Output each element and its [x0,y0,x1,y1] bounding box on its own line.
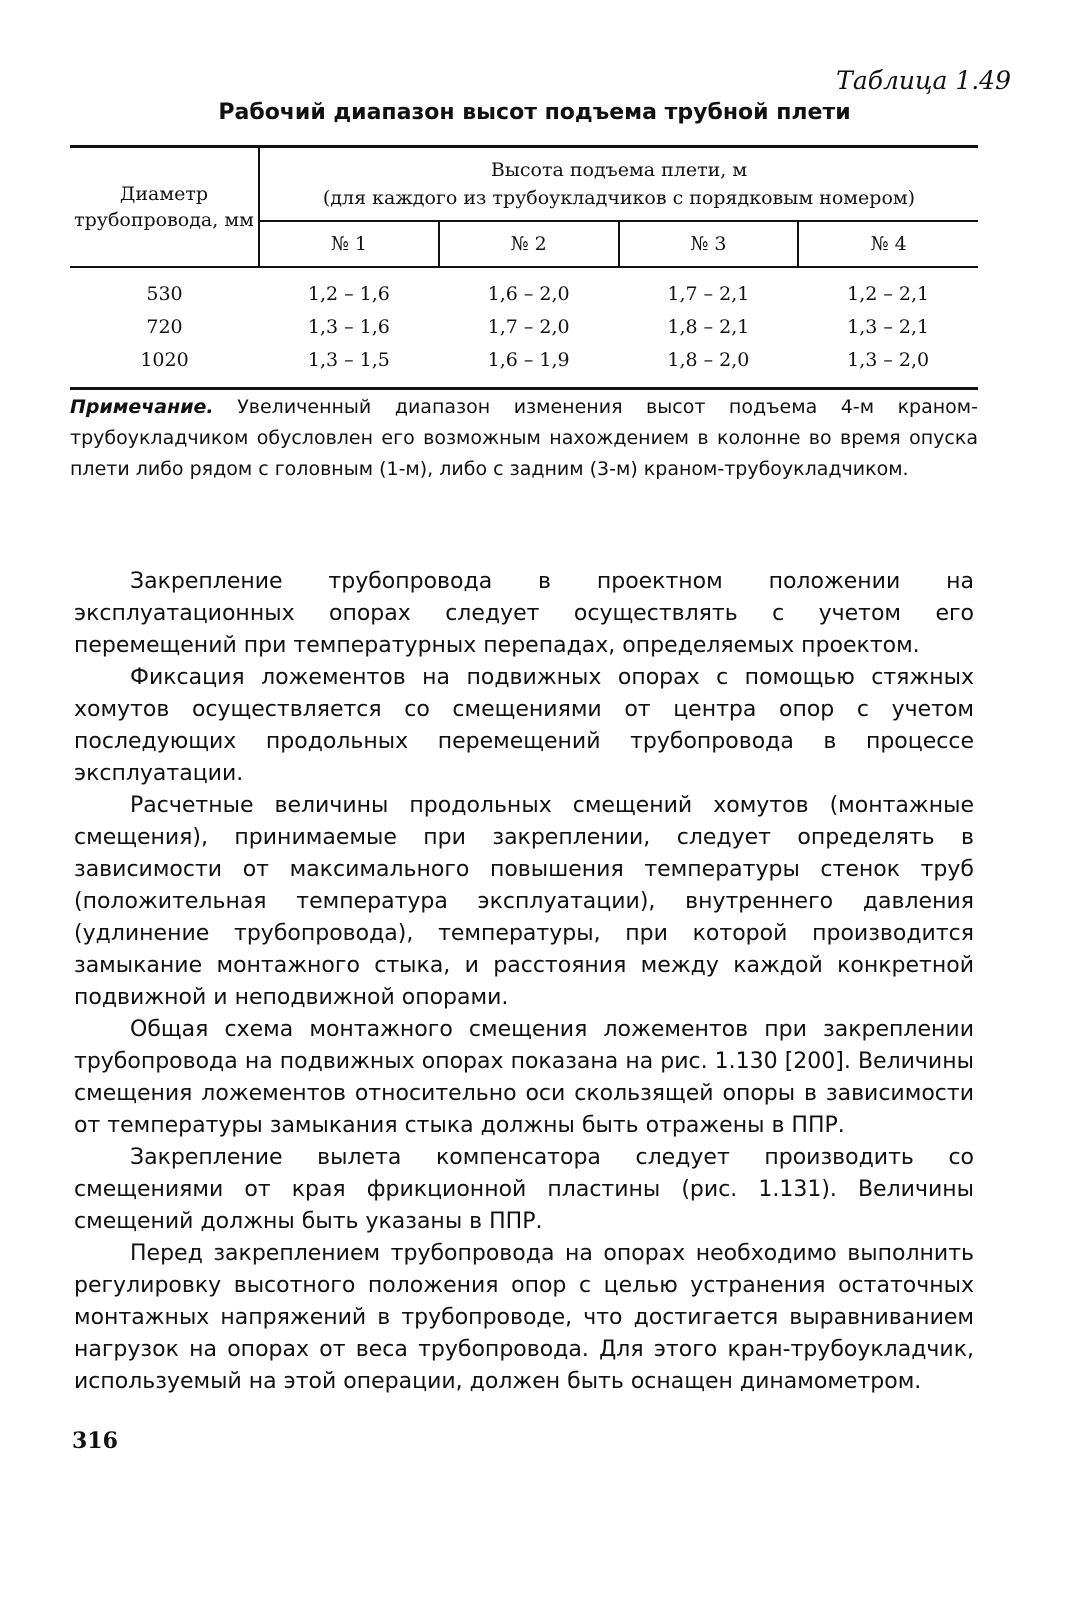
paragraph: Закрепление вылета компенсатора следует производить со смещениями от края фрикционной пластины (рис. 1.131). Величины смещений должны быть указаны в ППР. [74,1145,974,1234]
table-cell: 1,8 – 2,0 [667,349,750,371]
paragraph: Фиксация ложементов на подвижных опорах с помощью стяжных хомутов осуществляется со смещениями от центра опор с учетом последующих продольных перемещений трубопровода в процессе эксплуатации. [74,665,974,786]
table-cell: 1,2 – 1,6 [307,283,390,305]
table-caption: Таблица 1.49 [836,66,1011,95]
paragraph: Общая схема монтажного смещения ложементов при закреплении трубопровода на подвижных опорах показана на рис. 1.130 [200]. Величины смещения ложементов относительно оси скользящей опоры в зависимости от температуры замыкания стыка должны быть отражены в ППР. [74,1017,974,1138]
table-cell: 1,7 – 2,1 [667,283,750,305]
column-header-2: № 2 [439,221,619,267]
table-cell: 1,8 – 2,1 [667,316,750,338]
height-header [259,147,978,222]
table-title: Рабочий диапазон высот подъема трубной плети [218,100,851,125]
height-header-line2: (для каждого из трубоукладчиков с порядковым номером) [322,187,916,209]
table-cell: 1,3 – 1,6 [307,316,390,338]
diameter-column [70,267,259,389]
column-header-4: № 4 [798,221,978,267]
column-header-1: № 1 [259,221,439,267]
table-cell: 530 [146,283,183,305]
table-note [70,392,978,485]
body-text [74,566,974,1398]
column-2-values [439,267,619,389]
table-cell: 1,6 – 1,9 [487,349,570,371]
table-cell: 720 [146,316,183,338]
note-text: Увеличенный диапазон изменения высот подъема 4-м краном-трубоукладчиком обусловлен его возможным нахождением в колонне во время опуска плети либо рядом с головным (1-м), либо с задним (3-м) краном-трубоукладчиком. [70,396,978,480]
table-cell: 1,3 – 2,0 [847,349,930,371]
table-body-row [70,267,978,389]
table-cell: 1,3 – 1,5 [307,349,390,371]
diameter-header: Диаметр трубопровода, мм [70,147,259,268]
table-header-row [70,147,978,222]
page-number: 316 [72,1428,118,1454]
note-label: Примечание. [70,396,214,418]
paragraph: Расчетные величины продольных смещений хомутов (монтажные смещения), принимаемые при закреплении, следует определять в зависимости от максимального повышения температуры стенок труб (положительная температура эксплуатации), внутреннего давления (удлинение трубопровода), температуры, при которой производится замыкание монтажного стыка, и расстояния между каждой конкретной подвижной и неподвижной опорами. [74,793,974,1010]
column-4-values [798,267,978,389]
table-cell: 1,2 – 2,1 [847,283,930,305]
lift-height-table [70,145,978,390]
paragraph: Перед закреплением трубопровода на опорах необходимо выполнить регулировку высотного положения опор с целью устранения остаточных монтажных напряжений в трубопроводе, что достигается выравниванием нагрузок на опорах от веса трубопровода. Для этого кран-трубоукладчик, используемый на этой операции, должен быть оснащен динамометром. [74,1241,974,1394]
table-cell: 1,6 – 2,0 [487,283,570,305]
height-header-line1: Высота подъема плети, м [490,159,748,181]
table-cell: 1020 [140,349,189,371]
column-3-values [619,267,799,389]
column-1-values [259,267,439,389]
column-header-3: № 3 [619,221,799,267]
table-cell: 1,3 – 2,1 [847,316,930,338]
paragraph: Закрепление трубопровода в проектном положении на эксплуатационных опорах следует осуществлять с учетом его перемещений при температурных перепадах, определяемых проектом. [74,569,974,658]
table-cell: 1,7 – 2,0 [487,316,570,338]
